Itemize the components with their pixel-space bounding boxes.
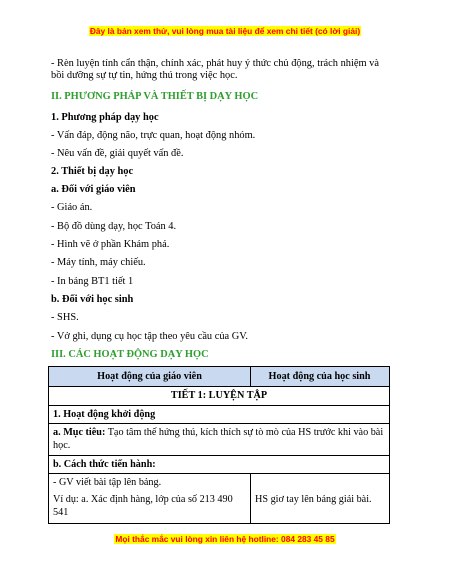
preview-notice-banner bbox=[0, 25, 450, 37]
header-column-divider bbox=[250, 367, 251, 386]
method-item-2: - Nêu vấn đề, giải quyết vấn đề. bbox=[51, 148, 184, 159]
lesson-title: TIẾT 1: LUYỆN TẬP bbox=[170, 390, 268, 401]
teacher-item-1: - Giáo án. bbox=[51, 202, 93, 213]
row-divider bbox=[49, 405, 389, 406]
teacher-item-5: - In bảng BT1 tiết 1 bbox=[51, 276, 134, 287]
hotline-banner bbox=[0, 533, 450, 545]
intro-line-2: bồi dưỡng sự tự tin, hứng thú trong việc học. bbox=[51, 70, 238, 81]
activities-table bbox=[48, 366, 390, 524]
teacher-equipment-heading: a. Đối với giáo viên bbox=[51, 184, 136, 195]
goal-text: Tạo tâm thế hứng thú, kích thích sự tò mò của HS trước khi vào bài bbox=[105, 427, 384, 438]
student-column-header: Hoạt động của học sinh bbox=[268, 371, 371, 382]
teacher-step-2-line-2: 541 bbox=[53, 507, 69, 518]
body-column-divider bbox=[250, 473, 251, 523]
teacher-item-3: - Hình vẽ ở phần Khám phá. bbox=[51, 239, 170, 250]
teacher-step-2-line-1: Ví dụ: a. Xác định hàng, lớp của số 213 490 bbox=[53, 494, 233, 505]
section-2-title: II. PHƯƠNG PHÁP VÀ THIẾT BỊ DẠY HỌC bbox=[51, 91, 259, 102]
teacher-column-header: Hoạt động của giáo viên bbox=[97, 371, 202, 382]
teacher-item-4: - Máy tính, máy chiếu. bbox=[51, 257, 146, 268]
activity-heading: 1. Hoạt động khởi động bbox=[53, 409, 156, 420]
method-item-1: - Vấn đáp, động não, trực quan, hoạt động nhóm. bbox=[51, 130, 256, 141]
row-divider bbox=[49, 386, 389, 387]
student-item-1: - SHS. bbox=[51, 312, 79, 323]
goal-label: a. Mục tiêu: bbox=[53, 427, 106, 438]
equipment-heading: 2. Thiết bị dạy học bbox=[51, 166, 134, 177]
student-equipment-heading: b. Đối với học sinh bbox=[51, 294, 134, 305]
student-step: HS giơ tay lên bảng giải bài. bbox=[255, 494, 372, 505]
teacher-item-2: - Bộ đồ dùng dạy, học Toán 4. bbox=[51, 221, 177, 232]
row-divider bbox=[49, 423, 389, 424]
goal-line-1 bbox=[53, 426, 383, 439]
preview-notice-text: Đây là bản xem thử, vui lòng mua tài liệu để xem chi tiết (có lời giải) bbox=[89, 26, 361, 36]
goal-line-2: học. bbox=[53, 440, 71, 451]
methods-heading: 1. Phương pháp dạy học bbox=[51, 112, 159, 123]
student-item-2: - Vở ghi, dụng cụ học tập theo yêu cầu của GV. bbox=[51, 331, 248, 342]
row-divider bbox=[49, 473, 389, 474]
row-divider bbox=[49, 455, 389, 456]
intro-line-1: - Rèn luyện tính cẩn thận, chính xác, phát huy ý thức chủ động, trách nhiệm và bbox=[51, 58, 379, 69]
teacher-step-1: - GV viết bài tập lên bảng. bbox=[53, 477, 162, 488]
section-3-title: III. CÁC HOẠT ĐỘNG DẠY HỌC bbox=[51, 349, 209, 360]
method-heading: b. Cách thức tiến hành: bbox=[53, 459, 156, 470]
hotline-text: Mọi thắc mắc vui lòng xin liên hệ hotline: 084 283 45 85 bbox=[115, 534, 335, 544]
